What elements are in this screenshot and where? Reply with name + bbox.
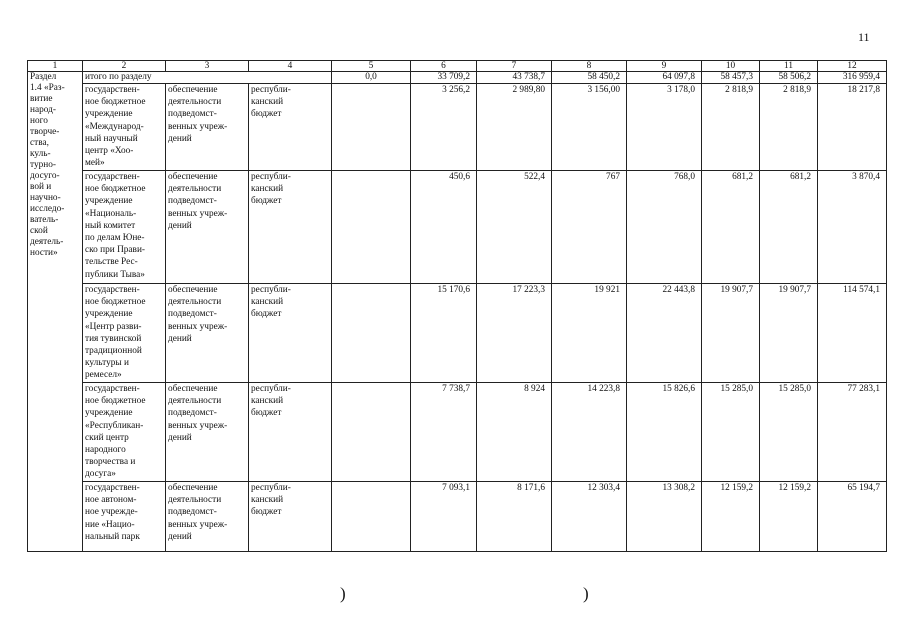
total-value: 58 450,2: [552, 72, 627, 84]
institution-name: государствен- ное бюджетное учреждение «Республикан- ский центр народного творчества и досуга»: [83, 383, 166, 482]
col5-value: [332, 284, 411, 383]
institution-row: [28, 84, 887, 171]
col5-value: [332, 383, 411, 482]
amount-value: 681,2: [760, 171, 818, 284]
column-number: 9: [627, 61, 702, 72]
amount-value: 12 159,2: [760, 482, 818, 552]
amount-value: 12 303,4: [552, 482, 627, 552]
amount-value: 450,6: [411, 171, 477, 284]
section-total-row: [28, 72, 887, 84]
column-number: 7: [477, 61, 552, 72]
total-value: 316 959,4: [818, 72, 887, 84]
amount-value: 3 156,00: [552, 84, 627, 171]
amount-value: 768,0: [627, 171, 702, 284]
column-number: 2: [83, 61, 166, 72]
funding-source: республи- канский бюджет: [249, 84, 332, 171]
amount-value: 7 738,7: [411, 383, 477, 482]
amount-value: 15 285,0: [760, 383, 818, 482]
section-label: Раздел 1.4 «Раз- витие народ- ного творче- ства, куль- турно- досуго- вой и научно- исследо- ватель- ской деятель- ности»: [28, 72, 83, 552]
institution-name: государствен- ное бюджетное учреждение «Центр разви- тия тувинской традиционной культуры и ремесел»: [83, 284, 166, 383]
column-number: 12: [818, 61, 887, 72]
amount-value: 2 989,80: [477, 84, 552, 171]
column-number: 1: [28, 61, 83, 72]
amount-value: 15 170,6: [411, 284, 477, 383]
amount-value: 19 921: [552, 284, 627, 383]
institution-name: государствен- ное бюджетное учреждение «Международ- ный научный центр «Хоо- мей»: [83, 84, 166, 171]
amount-value: 114 574,1: [818, 284, 887, 383]
amount-value: 2 818,9: [702, 84, 760, 171]
handwritten-mark: ): [340, 584, 346, 603]
budget-table: [27, 60, 887, 552]
col5-value: [332, 482, 411, 552]
funding-source: республи- канский бюджет: [249, 171, 332, 284]
amount-value: 17 223,3: [477, 284, 552, 383]
column-number: 10: [702, 61, 760, 72]
amount-value: 767: [552, 171, 627, 284]
funding-purpose: обеспечение деятельности подведомст- венных учреж- дений: [166, 284, 249, 383]
amount-value: 77 283,1: [818, 383, 887, 482]
institution-row: [28, 383, 887, 482]
funding-source: республи- канский бюджет: [249, 482, 332, 552]
amount-value: 15 826,6: [627, 383, 702, 482]
total-label: итого по разделу: [83, 72, 332, 84]
amount-value: 8 171,6: [477, 482, 552, 552]
page-number: 11: [858, 30, 870, 44]
funding-purpose: обеспечение деятельности подведомст- венных учреж- дений: [166, 84, 249, 171]
institution-row: [28, 482, 887, 552]
amount-value: 681,2: [702, 171, 760, 284]
amount-value: 15 285,0: [702, 383, 760, 482]
amount-value: 522,4: [477, 171, 552, 284]
institution-name: государствен- ное бюджетное учреждение «Националь- ный комитет по делам Юне- ско при Прави- тельстве Рес- публики Тыва»: [83, 171, 166, 284]
column-number: 6: [411, 61, 477, 72]
amount-value: 12 159,2: [702, 482, 760, 552]
funding-purpose: обеспечение деятельности подведомст- венных учреж- дений: [166, 171, 249, 284]
column-number: 3: [166, 61, 249, 72]
column-number: 8: [552, 61, 627, 72]
handwritten-mark: ): [583, 584, 589, 603]
amount-value: 14 223,8: [552, 383, 627, 482]
amount-value: 7 093,1: [411, 482, 477, 552]
amount-value: 3 256,2: [411, 84, 477, 171]
amount-value: 2 818,9: [760, 84, 818, 171]
column-number: 4: [249, 61, 332, 72]
amount-value: 18 217,8: [818, 84, 887, 171]
funding-purpose: обеспечение деятельности подведомст- венных учреж- дений: [166, 383, 249, 482]
total-value: 43 738,7: [477, 72, 552, 84]
institution-name: государствен- ное автоном- ное учрежде- ние «Нацио- нальный парк: [83, 482, 166, 552]
amount-value: 3 178,0: [627, 84, 702, 171]
column-number: 11: [760, 61, 818, 72]
col5-value: [332, 84, 411, 171]
amount-value: 22 443,8: [627, 284, 702, 383]
amount-value: 19 907,7: [702, 284, 760, 383]
total-value: 64 097,8: [627, 72, 702, 84]
funding-source: республи- канский бюджет: [249, 383, 332, 482]
col5-value: [332, 171, 411, 284]
column-number-row: [28, 61, 887, 72]
funding-purpose: обеспечение деятельности подведомст- венных учреж- дений: [166, 482, 249, 552]
amount-value: 19 907,7: [760, 284, 818, 383]
institution-row: [28, 171, 887, 284]
institution-row: [28, 284, 887, 383]
funding-source: республи- канский бюджет: [249, 284, 332, 383]
amount-value: 13 308,2: [627, 482, 702, 552]
amount-value: 3 870,4: [818, 171, 887, 284]
total-value: 58 457,3: [702, 72, 760, 84]
amount-value: 8 924: [477, 383, 552, 482]
total-value: 58 506,2: [760, 72, 818, 84]
total-col5-value: 0,0: [332, 72, 411, 84]
total-value: 33 709,2: [411, 72, 477, 84]
column-number: 5: [332, 61, 411, 72]
amount-value: 65 194,7: [818, 482, 887, 552]
